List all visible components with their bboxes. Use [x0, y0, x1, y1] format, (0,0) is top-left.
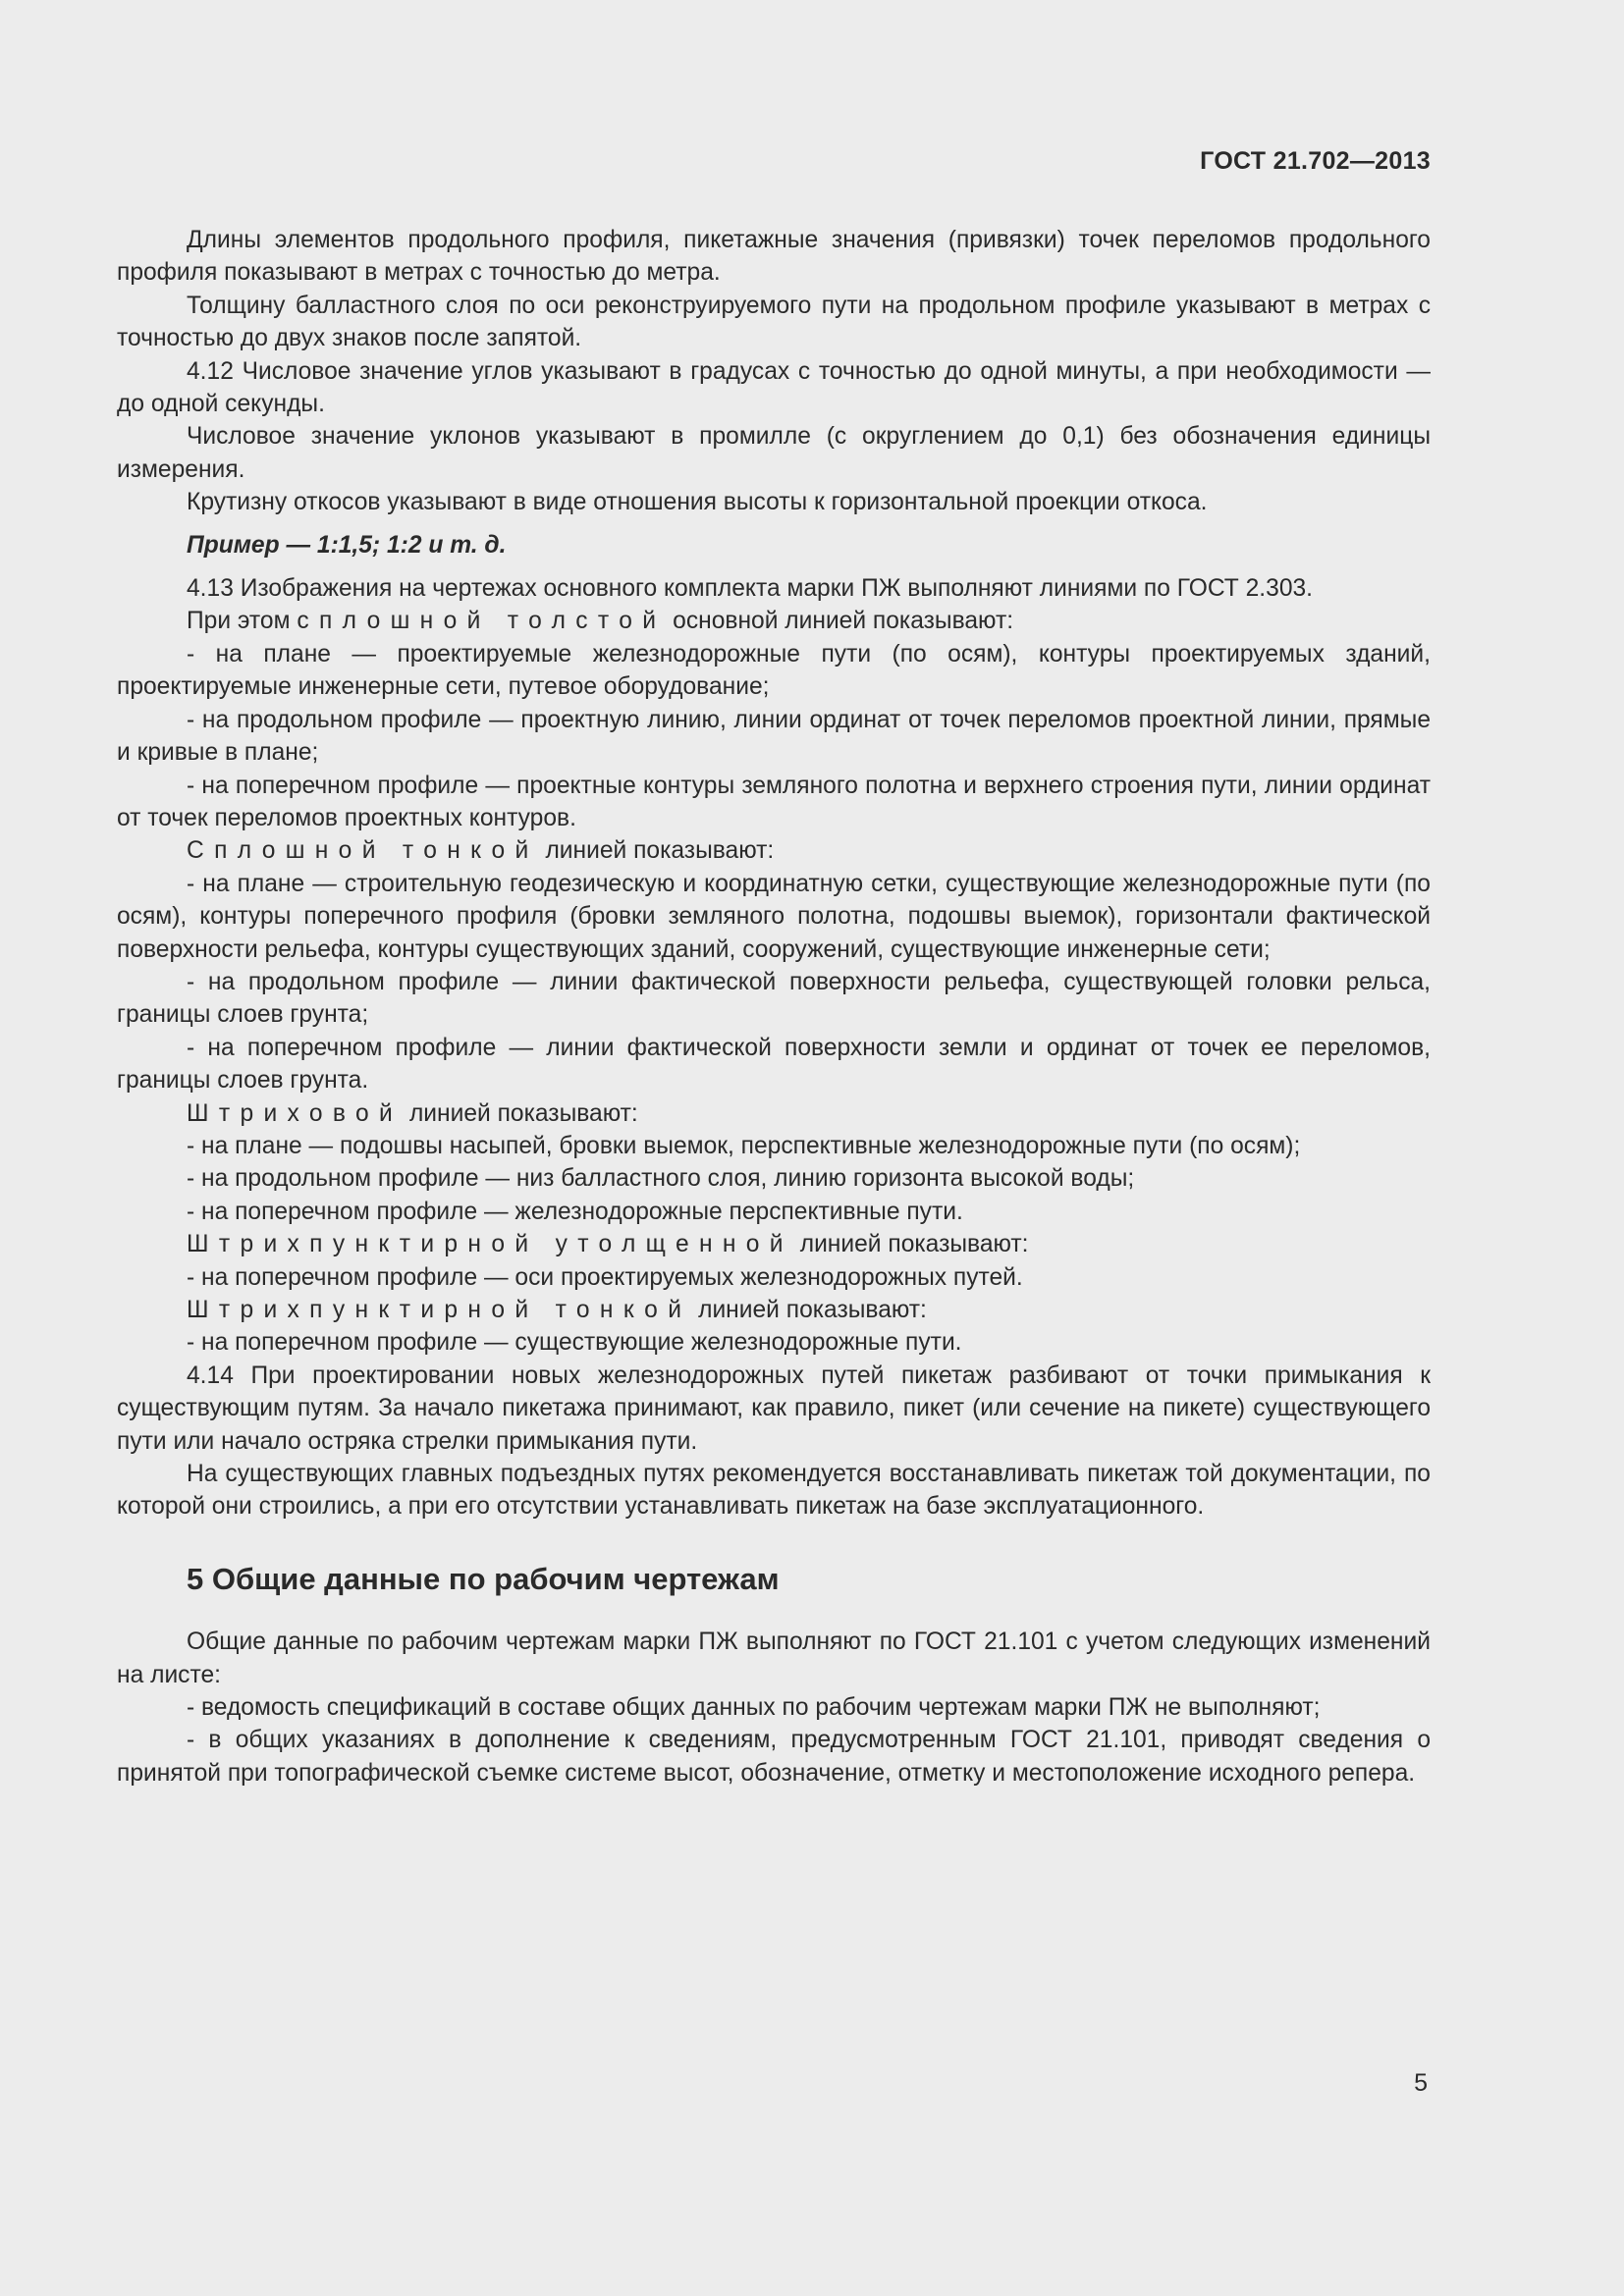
spaced-term: Сплошной тонкой: [187, 837, 539, 865]
paragraph: Длины элементов продольного профиля, пикетажные значения (привязки) точек переломов продольного профиля показывают в метрах с точностью до метра.: [117, 227, 1431, 287]
list-item: - на продольном профиле — низ балластного слоя, линию горизонта высокой воды;: [187, 1165, 1135, 1193]
spaced-term: Штрихпунктирной тонкой: [187, 1297, 692, 1323]
list-item: - на поперечном профиле — линии фактической поверхности земли и ординат от точек ее переломов, границы слоев грунта.: [117, 1034, 1431, 1095]
list-item: - на поперечном профиле — железнодорожные перспективные пути.: [187, 1198, 963, 1225]
line-type-intro: [117, 1294, 1431, 1326]
paragraph: 4.12 Числовое значение углов указывают в градусах с точностью до одной минуты, а при необходимости — до одной секунды.: [117, 357, 1431, 418]
list-item: - на поперечном профиле — оси проектируемых железнодорожных путей.: [187, 1263, 1023, 1291]
text-segment: линией показывают:: [792, 1231, 1029, 1258]
spaced-term: Штриховой: [187, 1099, 404, 1127]
line-type-intro: [117, 1228, 1431, 1260]
line-type-intro: [117, 605, 1431, 637]
list-item: - на продольном профиле — линии фактической поверхности рельефа, существующей головки рельса, границы слоев грунта;: [117, 968, 1431, 1029]
paragraph: Числовое значение уклонов указывают в промилле (с округлением до 0,1) без обозначения единицы измерения.: [117, 423, 1431, 483]
list-item: - на продольном профиле — проектную линию, линии ординат от точек переломов проектной линии, прямые и кривые в плане;: [117, 706, 1431, 767]
spaced-term: Штрихпунктирной утолщенной: [187, 1231, 793, 1258]
paragraph: 4.13 Изображения на чертежах основного комплекта марки ПЖ выполняют линиями по ГОСТ 2.303.: [187, 575, 1314, 603]
text-segment: линией показывают:: [538, 837, 775, 865]
list-item: - ведомость спецификаций в составе общих данных по рабочим чертежам марки ПЖ не выполняют;: [187, 1694, 1321, 1722]
line-type-intro: [117, 1097, 1431, 1130]
text-segment: основной линией показывают:: [666, 608, 1014, 635]
list-item: - в общих указаниях в дополнение к сведениям, предусмотренным ГОСТ 21.101, приводят сведения о принятой при топографической съемке системе высот, обозначение, отметку и местоположение исходного репера.: [117, 1727, 1431, 1787]
document-header: ГОСТ 21.702—2013: [1200, 147, 1431, 175]
list-item: - на плане — проектируемые железнодорожные пути (по осям), контуры проектируемых зданий, проектируемые инженерные сети, путевое оборудование;: [117, 640, 1431, 701]
text-segment: линией показывают:: [403, 1099, 638, 1127]
paragraph: На существующих главных подъездных путях рекомендуется восстанавливать пикетаж той документации, по которой они строились, а при его отсутствии устанавливать пикетаж на базе эксплуатационного.: [117, 1461, 1431, 1521]
list-item: - на плане — строительную геодезическую и координатную сетки, существующие железнодорожные пути (по осям), контуры поперечного профиля (бровки земляного полотна, подошвы выемок), горизонтали фактической поверхности рельефа, контуры существующих зданий, сооружений, существующие инженерные сети;: [117, 870, 1431, 963]
list-item: - на поперечном профиле — существующие железнодорожные пути.: [187, 1329, 962, 1357]
example-note: Пример — 1:1,5; 1:2 и т. д.: [187, 531, 507, 559]
paragraph: 4.14 При проектировании новых железнодорожных путей пикетаж разбивают от точки примыкания к существующим путям. За начало пикетажа принимают, как правило, пикет (или сечение на пикете) существующего пути или начало остряка стрелки примыкания пути.: [117, 1362, 1431, 1455]
paragraph: Общие данные по рабочим чертежам марки ПЖ выполняют по ГОСТ 21.101 с учетом следующих изменений на листе:: [117, 1629, 1431, 1688]
text-segment: При этом: [187, 608, 298, 635]
section-heading: 5 Общие данные по рабочим чертежам: [187, 1561, 780, 1596]
document-body: [117, 224, 1431, 1789]
page-number: 5: [1414, 2069, 1428, 2097]
paragraph: Толщину балластного слоя по оси реконструируемого пути на продольном профиле указывают в метрах с точностью до двух знаков после запятой.: [117, 292, 1431, 352]
line-type-intro: [117, 834, 1431, 867]
spaced-term: сплошной толстой: [297, 608, 667, 635]
text-segment: линией показывают:: [691, 1297, 927, 1323]
paragraph: Крутизну откосов указывают в виде отношения высоты к горизонтальной проекции откоса.: [187, 489, 1208, 516]
list-item: - на поперечном профиле — проектные контуры земляного полотна и верхнего строения пути, линии ординат от точек переломов проектных контуров.: [117, 772, 1431, 831]
list-item: - на плане — подошвы насыпей, бровки выемок, перспективные железнодорожные пути (по осям);: [187, 1132, 1301, 1159]
